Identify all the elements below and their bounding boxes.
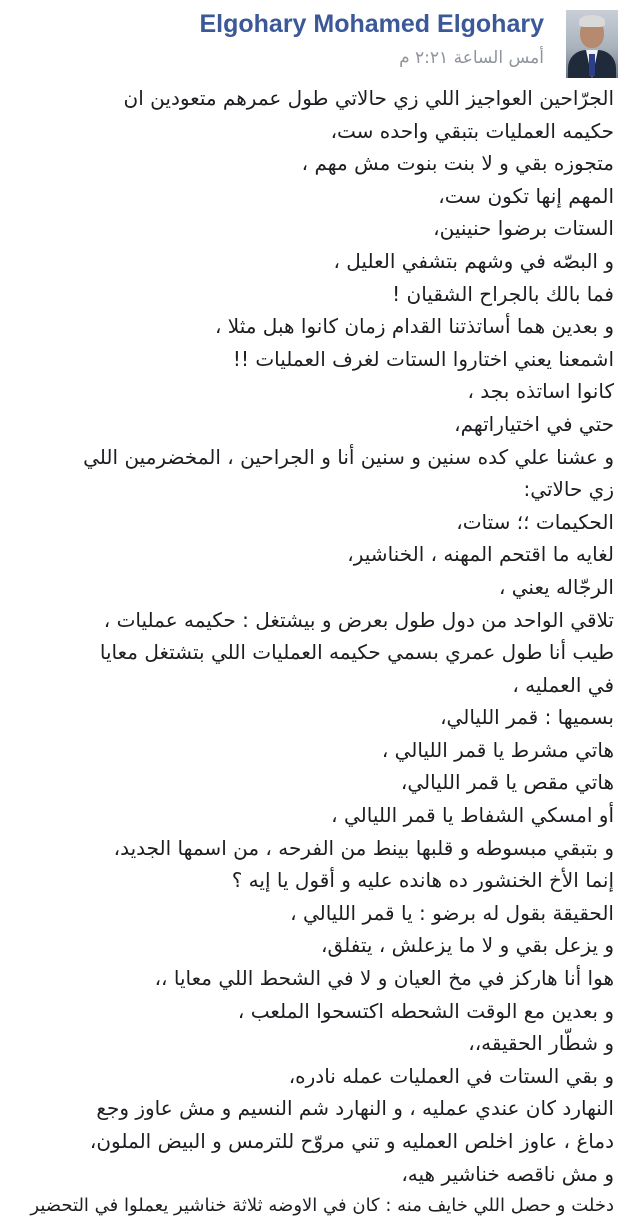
post-line: و بقي الستات في العمليات عمله نادره، xyxy=(288,1063,614,1088)
post-line: لغايه ما اقتحم المهنه ، الخناشير، xyxy=(347,542,614,567)
post-timestamp[interactable]: أمس الساعة ٢:٢١ م xyxy=(399,48,544,68)
avatar-hair xyxy=(579,15,605,27)
post-line: حتي في اختياراتهم، xyxy=(454,411,614,436)
post-line: دخلت و حصل اللي خايف منه : كان في الاوضه ثلاثة خناشير يعملوا في التحضير xyxy=(30,1195,614,1217)
post-line: الحكيمات ؛؛ ستات، xyxy=(456,509,614,534)
post-line: الحقيقة بقول له برضو : يا قمر الليالي ، xyxy=(290,900,614,925)
post-line: كانوا اساتذه بجد ، xyxy=(467,379,614,404)
post-line: و عشنا علي كده سنين و سنين أنا و الجراحين ، المخضرمين اللي xyxy=(83,444,614,469)
post-line: و بعدين مع الوقت الشحطه اكتسحوا الملعب ، xyxy=(237,998,614,1023)
post-line: و بعدين هما أساتذتنا القدام زمان كانوا هبل مثلا ، xyxy=(214,314,614,339)
post-line: الستات برضوا حنينين، xyxy=(433,216,614,241)
post-line: و مش ناقصه خناشير هيه، xyxy=(401,1161,614,1186)
post-line: اشمعنا يعني اختاروا الستات لغرف العمليات !! xyxy=(232,346,614,371)
post-line: هوا أنا هاركز في مخ العيان و لا في الشحط اللي معايا ،، xyxy=(154,966,614,991)
avatar-tie xyxy=(589,54,595,76)
post-line: زي حالاتي: xyxy=(523,477,614,502)
post-line: و يزعل بقي و لا ما يزعلش ، يتفلق، xyxy=(320,933,614,958)
post-line: الجرّاحين العواجيز اللي زي حالاتي طول عمرهم متعودين ان xyxy=(123,86,614,110)
post-line: بسميها : قمر الليالي، xyxy=(440,705,614,730)
post-line: هاتي مشرط يا قمر الليالي ، xyxy=(381,737,614,762)
post-line: في العمليه ، xyxy=(512,672,614,697)
author-name[interactable]: Elgohary Mohamed Elgohary xyxy=(199,10,544,38)
post-line: الرجّاله يعني ، xyxy=(498,574,614,599)
post-line: دماغ ، عاوز اخلص العمليه و تني مروّح للترمس و البيض الملون، xyxy=(89,1129,614,1153)
avatar[interactable] xyxy=(566,10,618,78)
post-line: فما بالك بالجراح الشقيان ! xyxy=(392,281,614,306)
post-line: و شطّار الحقيقه،، xyxy=(468,1031,614,1056)
post-line: و بتبقي مبسوطه و قلبها بينط من الفرحه ، من اسمها الجديد، xyxy=(113,835,614,860)
post-header xyxy=(0,0,640,80)
post-line: متجوزه بقي و لا بنت بنوت مش مهم ، xyxy=(301,151,614,176)
post-line: طيب أنا طول عمري بسمي حكيمه العمليات اللي بتشتغل معايا xyxy=(99,640,614,665)
post-line: حكيمه العمليات بتبقي واحده ست، xyxy=(330,118,614,143)
post-body xyxy=(18,82,614,1223)
post-line: أو امسكي الشفاط يا قمر الليالي ، xyxy=(331,803,614,828)
post-line: إنما الأخ الخنشور ده هانده عليه و أقول يا إيه ؟ xyxy=(231,868,614,893)
post-line: النهارد كان عندي عمليه ، و النهارد شم النسيم و مش عاوز وجع xyxy=(96,1096,614,1121)
post-line: و البصّه في وشهم بتشفي العليل ، xyxy=(333,248,614,273)
post-line: المهم إنها تكون ست، xyxy=(438,183,614,208)
post-line: هاتي مقص يا قمر الليالي، xyxy=(400,770,614,795)
post-line: تلاقي الواحد من دول طول بعرض و بيشتغل : حكيمه عمليات ، xyxy=(103,607,614,632)
